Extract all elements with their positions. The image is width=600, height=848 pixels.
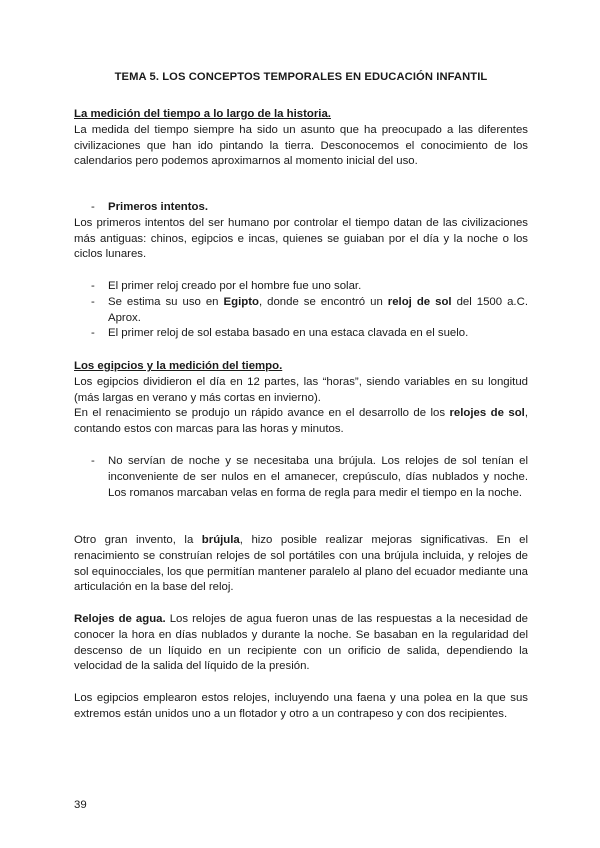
list-item: - Se estima su uso en Egipto, donde se encontró un reloj de sol del 1500 a.C. Aprox. (74, 295, 528, 327)
paragraph-renaissance: En el renacimiento se produjo un rápido avance en el desarrollo de los relojes de sol, contando estos con marcas para las horas y minutos. (74, 407, 528, 436)
paragraph-water-clocks: Relojes de agua. Los relojes de agua fueron unas de las respuestas a la necesidad de conocer la hora en días nublados y durante la noche. Se basaban en la regularidad del descenso de un líquido en un recipiente con un orificio de salida, dependiendo la velocidad de la salida del líquido de la presión. (74, 613, 529, 673)
section-heading-first-attempts: Primeros intentos. (108, 201, 209, 213)
page-number: 39 (74, 799, 87, 811)
list-first-clocks (74, 279, 528, 342)
list-item: - No servían de noche y se necesitaba una brújula. Los relojes de sol tenían el inconveniente de ser nulos en el amanecer, crepúsculo, días nublados y noche. Los romanos marcaban velas en forma de regla para medir el tiempo en la noche. (74, 454, 528, 501)
paragraph-egyptians-hours: Los egipcios dividieron el día en 12 partes, las “horas”, siendo variables en su longitud (más largas en verano y más cortas en invierno). (74, 375, 528, 404)
section-first-attempts (74, 200, 528, 263)
list-item: - El primer reloj creado por el hombre fue uno solar. (74, 279, 528, 295)
paragraph-compass: Otro gran invento, la brújula, hizo posible realizar mejoras significativas. En el renacimiento se construían relojes de sol portátiles con una brújula incluida, y relojes de sol equinocciales, los que permitían mantener paralelo al plano del ecuador mediante una articulación en la base del reloj. (74, 534, 528, 594)
section-egyptians (74, 359, 528, 438)
paragraph-egyptian-water-clocks: Los egipcios emplearon estos relojes, incluyendo una faena y una polea en la que sus extremos están unidos uno a un flotador y otro a un contrapeso y con dos recipientes. (74, 692, 528, 720)
section-history (74, 107, 528, 170)
paragraph-first-attempts: Los primeros intentos del ser humano por controlar el tiempo datan de las civilizaciones más antiguas: chinos, egipcios e incas, quienes se guiaban por el día y la noche o los ciclos lunares. (74, 216, 528, 261)
section-heading-egyptians: Los egipcios y la medición del tiempo. (74, 360, 283, 372)
list-sundial-issues (74, 454, 528, 501)
paragraph-history: La medida del tiempo siempre ha sido un asunto que ha preocupado a las diferentes civilizaciones que han ido pintando la tierra. Desconocemos el conocimiento de los calendarios pero podemos aproximarnos al momento inicial del uso. (74, 123, 528, 168)
document-title: TEMA 5. LOS CONCEPTOS TEMPORALES EN EDUCACIÓN INFANTIL (114, 71, 488, 83)
list-item: - El primer reloj de sol estaba basado en una estaca clavada en el suelo. (74, 326, 528, 342)
section-heading-history: La medición del tiempo a lo largo de la historia. (74, 108, 331, 120)
